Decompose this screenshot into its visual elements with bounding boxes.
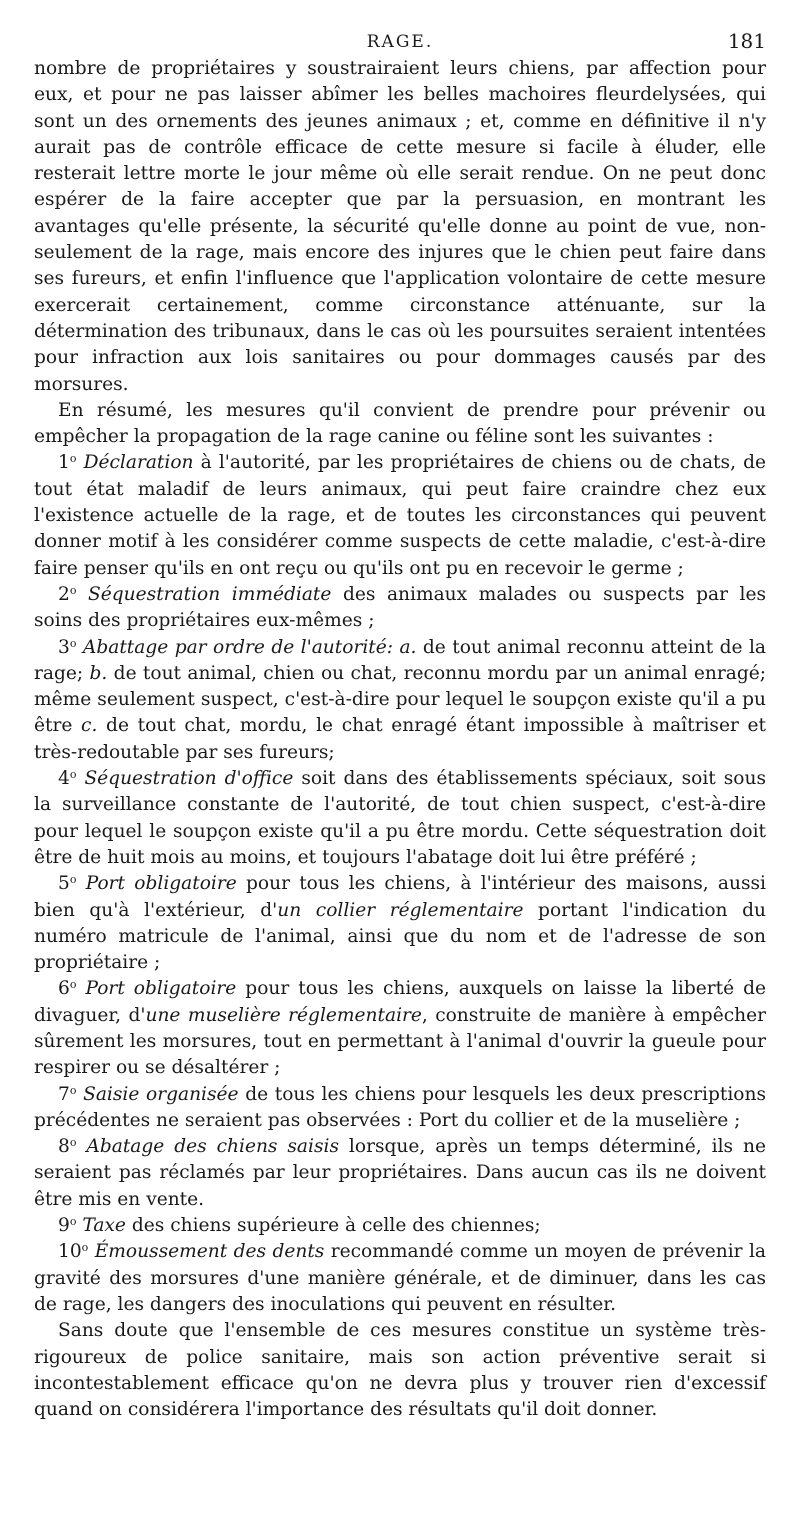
paragraph-item-7 <box>34 1082 766 1135</box>
text-run: En résumé, les mesures qu'il convient de prendre pour prévenir ou empêcher la propagation de la rage canine ou féline sont les suivantes : <box>34 399 766 448</box>
text-run: de tout animal, chien ou chat, reconnu mordu par un animal enragé; même seulement suspect, c'est-à-dire pour lequel le soupçon existe qu'il a pu être <box>34 662 766 737</box>
text-run: lorsque, après un temps déterminé, ils ne seraient pas réclamés par leur propriétaires. Dans aucun cas ils ne doivent être mis en vente. <box>34 1136 766 1210</box>
text-run: 8 <box>58 1136 70 1158</box>
ordinal-mark: o <box>69 583 77 597</box>
body-text <box>34 56 766 1423</box>
ordinal-mark: o <box>69 1083 77 1097</box>
text-run: 9 <box>58 1215 70 1237</box>
paragraph-item-5 <box>34 871 766 976</box>
text-run <box>76 452 83 473</box>
text-run: recommandé comme un moyen de prévenir la gravité des morsures d'une manière générale, et de diminuer, dans les cas de rage, les dangers des inoculations qui peuvent en résulter. <box>34 1241 766 1315</box>
italic-term: une muselière réglementaire <box>145 1004 422 1026</box>
text-run: 4 <box>58 768 70 790</box>
text-run <box>76 584 88 605</box>
text-run: des chiens supérieure à celle des chiennes; <box>125 1215 541 1237</box>
italic-term: un collier réglementaire <box>277 899 524 921</box>
italic-term: Port obligatoire <box>85 873 237 895</box>
paragraph-item-6 <box>34 976 766 1081</box>
italic-term: Séquestration immédiate <box>88 583 332 605</box>
page-number: 181 <box>727 29 766 53</box>
text-run: portant l'indication du numéro matricule de l'animal, ainsi que du nom et de l'adresse de son propriétaire ; <box>34 899 766 974</box>
paragraph-item-8 <box>34 1134 766 1213</box>
page-header <box>34 26 766 56</box>
italic-term: b. <box>89 662 108 684</box>
italic-term: c. <box>81 715 98 737</box>
italic-term: Abattage par ordre de l'autorité: a. <box>82 636 417 658</box>
paragraph-item-1 <box>34 450 766 581</box>
ordinal-mark: o <box>69 978 77 992</box>
text-run: 3 <box>58 636 70 658</box>
paragraph-continuation <box>34 56 766 398</box>
text-run: de tous les chiens pour lesquels les deux prescriptions précédentes ne seraient pas observées : Port du collier et de la muselière ; <box>34 1083 767 1131</box>
text-run: nombre de propriétaires y soustrairaient leurs chiens, par affection pour eux, et pour ne pas laisser abîmer les belles machoires fleurdelysées, qui sont un des ornements des jeunes animaux ; et, comme en définitive il n'y aurait pas de contrôle efficace de cette mesure si facile à éluder, elle resterait lettre morte le jour même où elle serait rendue. On ne peut donc espérer de la faire accepter que par la persuasion, en montrant les avantages qu'elle présente, la sécurité qu'elle donne au point de vue, non-seulement de la rage, mais encore des injures que le chien peut faire dans ses fureurs, et enfin l'influence que l'application volontaire de cette mesure exercerait certainement, comme circonstance atténuante, sur la détermination des tribunaux, dans le cas où les poursuites seraient intentées pour infraction aux lois sanitaires ou pour dommages causés par des morsures. <box>34 58 766 395</box>
italic-term: Abatage des chiens saisis <box>86 1136 339 1158</box>
text-run: 7 <box>58 1083 70 1105</box>
paragraph-item-4 <box>34 766 766 871</box>
text-run <box>76 873 85 894</box>
running-head: RAGE. <box>366 32 434 52</box>
italic-term: Port obligatoire <box>85 978 237 1000</box>
book-page <box>34 26 766 1423</box>
paragraph-item-9 <box>34 1213 766 1239</box>
ordinal-mark: o <box>69 768 77 782</box>
ordinal-mark: o <box>69 873 77 887</box>
text-run <box>76 1136 86 1157</box>
text-run: 5 <box>58 873 70 895</box>
ordinal-mark: o <box>69 452 77 466</box>
ordinal-mark: o <box>69 1215 77 1229</box>
text-run: pour tous les chiens, auxquels on laisse la liberté de divaguer, d' <box>34 978 766 1026</box>
text-run: 2 <box>58 583 70 605</box>
text-run: soit dans des établissements spéciaux, soit sous la surveillance constante de l'autorité, de tout chien suspect, c'est-à-dire pour lequel le soupçon existe qu'il a pu être mordu. Cette séquestration doit être de huit mois au moins, et toujours l'abatage doit lui être préféré ; <box>34 768 766 868</box>
paragraph-item-10 <box>34 1239 766 1318</box>
paragraph-resume <box>34 398 766 451</box>
ordinal-mark: o <box>69 636 77 650</box>
text-run: de tout chat, mordu, le chat enragé étant impossible à maîtriser et très-redoutable par ses fureurs; <box>34 715 767 763</box>
italic-term: Saisie organisée <box>83 1083 239 1105</box>
text-run: Sans doute que l'ensemble de ces mesures constitue un système très-rigoureux de police sanitaire, mais son action préventive serait si incontestablement efficace qu'on ne devra plus y trouver rien d'excessif quand on considérera l'importance des résultats qu'il doit donner. <box>34 1320 766 1421</box>
text-run: de tout animal reconnu atteint de la rage; <box>34 636 766 684</box>
paragraph-item-2 <box>34 582 766 635</box>
paragraph-conclusion <box>34 1318 766 1423</box>
ordinal-mark: o <box>69 1136 77 1150</box>
ordinal-mark: o <box>81 1241 89 1255</box>
italic-term: Émoussement des dents <box>94 1241 325 1263</box>
text-run: 1 <box>58 452 70 474</box>
text-run: à l'autorité, par les propriétaires de chiens ou de chats, de tout état maladif de leurs animaux, qui peut faire craindre chez eux l'existence actuelle de la rage, et de toutes les circonstances qui peuvent donner motif à les considérer comme suspects de cette maladie, c'est-à-dire faire penser qu'ils en ont reçu ou qu'ils ont pu en recevoir le germe ; <box>34 452 766 579</box>
text-run: 10 <box>58 1241 82 1263</box>
text-run: pour tous les chiens, à l'intérieur des maisons, aussi bien qu'à l'extérieur, d' <box>34 873 766 921</box>
italic-term: Déclaration <box>83 452 194 474</box>
italic-term: Taxe <box>82 1215 126 1237</box>
text-run: , construite de manière à empêcher sûrement les morsures, tout en permettant à l'animal d'ouvrir la gueule pour respirer ou se désaltérer ; <box>34 1004 766 1079</box>
paragraph-item-3 <box>34 635 766 766</box>
text-run: des animaux malades ou suspects par les soins des propriétaires eux-mêmes ; <box>34 583 767 632</box>
text-run: 6 <box>58 978 70 1000</box>
italic-term: Séquestration d'office <box>84 768 294 790</box>
